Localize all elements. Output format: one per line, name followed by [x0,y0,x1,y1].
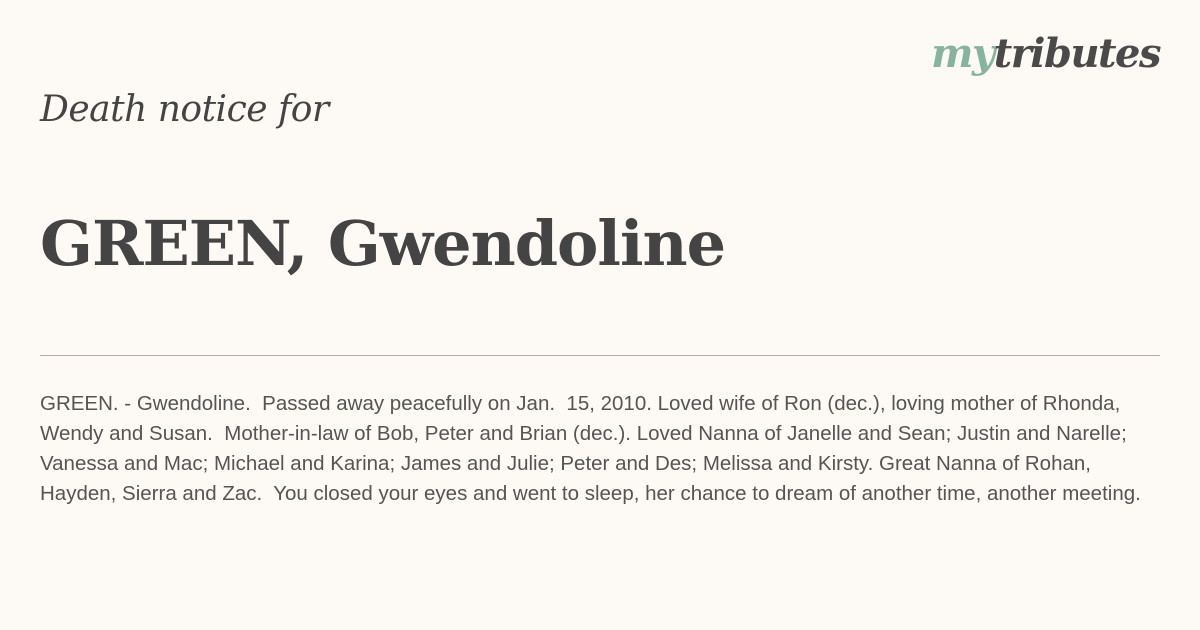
deceased-name-title: GREEN, Gwendoline [40,207,726,280]
logo-tributes-text: tributes [993,30,1160,77]
death-notice-kicker: Death notice for [40,89,329,130]
section-divider [40,355,1160,356]
mytributes-logo[interactable] [931,30,1160,77]
notice-body-text: GREEN. - Gwendoline. Passed away peacefully on Jan. 15, 2010. Loved wife of Ron (dec.), loving mother of Rhonda, Wendy and Susan. Mother-in-law of Bob, Peter and Brian (dec.). Loved Nanna of Janelle and Sean; Justin and Narelle; Vanessa and Mac; Michael and Karina; James and Julie; Peter and Des; Melissa and Kirsty. Great Nanna of Rohan, Hayden, Sierra and Zac. You closed your eyes and went to sleep, her chance to dream of another time, another meeting. [40,392,1141,505]
logo-my-text: my [931,30,994,77]
